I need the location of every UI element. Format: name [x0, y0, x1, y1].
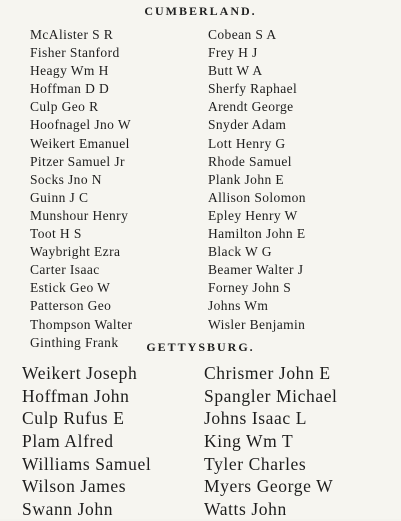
name-entry: Hoofnagel Jno W — [30, 117, 131, 133]
name-entry: Spangler Michael — [204, 385, 338, 406]
name-entry: Butt W A — [208, 63, 263, 79]
name-entry: Swann John — [22, 499, 114, 520]
name-entry: Waybright Ezra — [30, 244, 121, 260]
name-entry: Hamilton John E — [208, 226, 306, 242]
name-entry: Beamer Walter J — [208, 262, 304, 278]
name-entry: Culp Rufus E — [22, 408, 125, 429]
name-entry: McAlister S R — [30, 27, 114, 42]
name-entry: Frey H J — [208, 45, 258, 61]
name-entry: Hoffman John — [22, 385, 130, 406]
name-entry: Carter Isaac — [30, 262, 100, 278]
name-entry: Munshour Henry — [30, 207, 129, 223]
cumberland-left-column — [30, 26, 133, 352]
name-entry: Ginthing Frank — [30, 334, 119, 350]
cumberland-right-column — [208, 26, 306, 334]
name-entry: Arendt George — [208, 99, 294, 115]
name-entry: Plam Alfred — [22, 431, 114, 452]
name-entry: Johns Wm — [208, 298, 269, 314]
name-entry: Sherfy Raphael — [208, 81, 298, 97]
section-heading-cumberland: CUMBERLAND. — [144, 4, 257, 18]
name-entry: Heagy Wm H — [30, 63, 109, 79]
name-entry: Socks Jno N — [30, 171, 102, 187]
gettysburg-right-column — [204, 362, 338, 521]
name-entry: Myers George W — [204, 476, 334, 497]
name-entry: Wisler Benjamin — [208, 316, 306, 332]
name-entry: Guinn J C — [30, 189, 89, 205]
name-entry: Allison Solomon — [208, 189, 306, 205]
name-entry: Snyder Adam — [208, 117, 287, 133]
name-entry: Williams Samuel — [22, 453, 152, 474]
name-entry: Wilson James — [22, 476, 127, 497]
name-entry: Black W G — [208, 244, 272, 260]
name-entry: Cobean S A — [208, 27, 277, 42]
name-entry: Watts John — [204, 499, 287, 520]
name-entry: Rhode Samuel — [208, 153, 292, 169]
name-entry: Thompson Walter — [30, 316, 133, 332]
name-entry: Hoffman D D — [30, 81, 110, 97]
name-entry: King Wm T — [204, 431, 294, 452]
name-entry: Weikert Emanuel — [30, 135, 130, 151]
name-entry: Plank John E — [208, 171, 285, 187]
name-entry: Forney John S — [208, 280, 292, 296]
name-entry: Epley Henry W — [208, 207, 298, 223]
name-entry: Toot H S — [30, 226, 82, 242]
name-entry: Tyler Charles — [204, 453, 307, 474]
name-entry: Fisher Stanford — [30, 45, 120, 61]
name-entry: Culp Geo R — [30, 99, 99, 115]
name-entry: Pitzer Samuel Jr — [30, 153, 125, 169]
name-entry: Chrismer John E — [204, 363, 331, 383]
name-entry: Lott Henry G — [208, 135, 286, 151]
name-entry: Estick Geo W — [30, 280, 111, 296]
name-entry: Weikert Joseph — [22, 363, 138, 383]
name-entry: Johns Isaac L — [204, 408, 308, 429]
name-entry: Patterson Geo — [30, 298, 112, 314]
section-heading-gettysburg: GETTYSBURG. — [146, 340, 255, 354]
gettysburg-left-column — [22, 362, 151, 521]
